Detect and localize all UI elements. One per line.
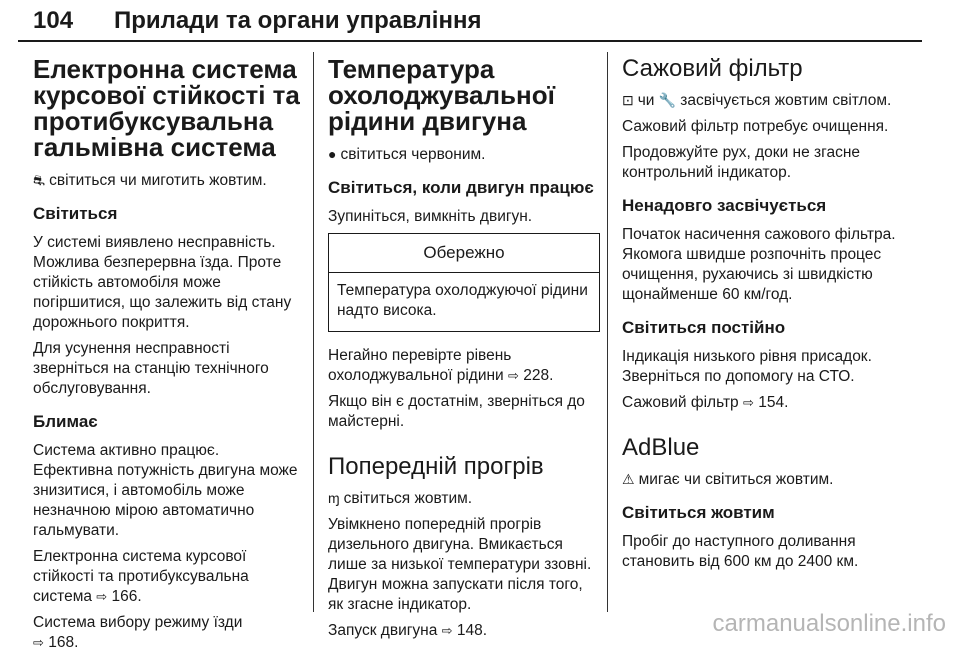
wrench-icon: 🔧 xyxy=(658,92,677,108)
paragraph-with-ref: Запуск двигуна ⇨ 148. xyxy=(328,622,488,639)
page-reference[interactable]: 168. xyxy=(48,634,79,651)
adblue-icon: ⚠ xyxy=(622,471,635,487)
paragraph: Продовжуйте рух, доки не згасне контрольний індикатор. xyxy=(622,144,860,181)
paragraph: Зупиніться, вимкніть двигун. xyxy=(328,208,533,225)
heading-engine-running: Світиться, коли двигун працює xyxy=(328,178,594,197)
paragraph: У системі виявлено несправність. Можлива безперервна їзда. Проте стійкість автомобіля може погіршитися, що залежить від стану дорожнього покриття. xyxy=(33,234,292,331)
paragraph: Пробіг до наступного доливання становить від 600 км до 2400 км. xyxy=(622,533,859,570)
cross-reference-icon: ⇨ xyxy=(508,368,519,383)
section-title-preheat: Попередній прогрів xyxy=(328,453,544,480)
paragraph-with-ref: Система вибору режиму їзди ⇨ 168. xyxy=(33,614,243,651)
running-title: Прилади та органи управління xyxy=(114,7,482,34)
column-divider xyxy=(607,52,608,612)
heading-constantly-lit: Світиться постійно xyxy=(622,318,786,337)
cross-reference-icon: ⇨ xyxy=(33,635,44,650)
paragraph: Початок насичення сажового фільтра. Якомога швидше розпочніть процес очищення, рухаючись зі швидкістю щонайменше 60 км/год. xyxy=(622,226,896,303)
glow-plug-icon: ɱ xyxy=(328,490,340,506)
coolant-intro: ● світиться червоним. xyxy=(328,146,486,163)
paragraph-with-ref: Електронна система курсової стійкості та протибуксувальна система ⇨ 166. xyxy=(33,548,249,605)
page-reference[interactable]: 166. xyxy=(111,588,142,605)
coolant-dot-icon: ● xyxy=(328,146,337,162)
cross-reference-icon: ⇨ xyxy=(96,589,108,604)
heading-briefly-lit: Ненадовго засвічується xyxy=(622,196,827,215)
page-reference[interactable]: 228. xyxy=(523,367,554,384)
esc-skid-icon: ⛐ xyxy=(33,172,46,188)
section-title-adblue: AdBlue xyxy=(622,434,700,461)
adblue-intro: ⚠ мигає чи світиться жовтим. xyxy=(622,471,834,488)
paragraph: Індикація низького рівня присадок. Зверніться по допомогу на СТО. xyxy=(622,348,872,385)
page-header xyxy=(0,0,960,40)
paragraph: Сажовий фільтр потребує очищення. xyxy=(622,118,889,135)
cross-reference-icon: ⇨ xyxy=(742,395,754,410)
particle-filter-icon: ⊡ xyxy=(622,92,634,108)
section-title-soot-filter: Сажовий фільтр xyxy=(622,55,803,82)
esc-intro: ⛐ світиться чи миготить жовтим. xyxy=(33,172,267,189)
warning-box xyxy=(328,233,600,332)
heading-lit-yellow: Світиться жовтим xyxy=(622,503,775,522)
page-reference[interactable]: 154. xyxy=(758,394,789,411)
column-coolant xyxy=(328,56,600,647)
column-filter xyxy=(622,56,912,578)
paragraph: Якщо він є достатнім, зверніться до майстерні. xyxy=(328,393,585,430)
section-title-esc: Електронна система курсової стійкості та протибуксувальна гальмівна система xyxy=(33,54,300,162)
page-number: 104 xyxy=(33,7,74,34)
cross-reference-icon: ⇨ xyxy=(441,623,453,638)
section-title-coolant: Температура охолоджувальної рідини двигуна xyxy=(328,54,555,136)
heading-lit: Світиться xyxy=(33,204,118,223)
paragraph: Увімкнено попередній прогрів дизельного двигуна. Вмикається лише за низької температури ззовні. Двигун можна запускати після того, як згасне індикатор. xyxy=(328,516,592,613)
heading-flashing: Блимає xyxy=(33,412,98,431)
filter-intro: ⊡ чи 🔧 засвічується жовтим світлом. xyxy=(622,92,892,109)
page-reference[interactable]: 148. xyxy=(456,622,488,639)
warning-title: Обережно xyxy=(329,234,599,273)
paragraph: Для усунення несправності зверніться на станцію технічного обслуговування. xyxy=(33,340,269,397)
paragraph: Система активно працює. Ефективна потужність двигуна може знизитися, і автомобіль може незначною мірою автоматично гальмувати. xyxy=(33,442,298,539)
paragraph-with-ref: Сажовий фільтр ⇨ 154. xyxy=(622,394,789,411)
watermark: carmanualsonline.info xyxy=(712,610,946,637)
column-divider xyxy=(313,52,314,612)
column-esc xyxy=(33,56,301,659)
paragraph-with-ref: Негайно перевірте рівень охолоджувальної рідини ⇨ 228. xyxy=(328,347,554,384)
preheat-intro: ɱ світиться жовтим. xyxy=(328,490,473,507)
warning-text: Температура охолоджуючої рідини надто висока. xyxy=(337,282,588,319)
header-divider xyxy=(18,40,922,42)
